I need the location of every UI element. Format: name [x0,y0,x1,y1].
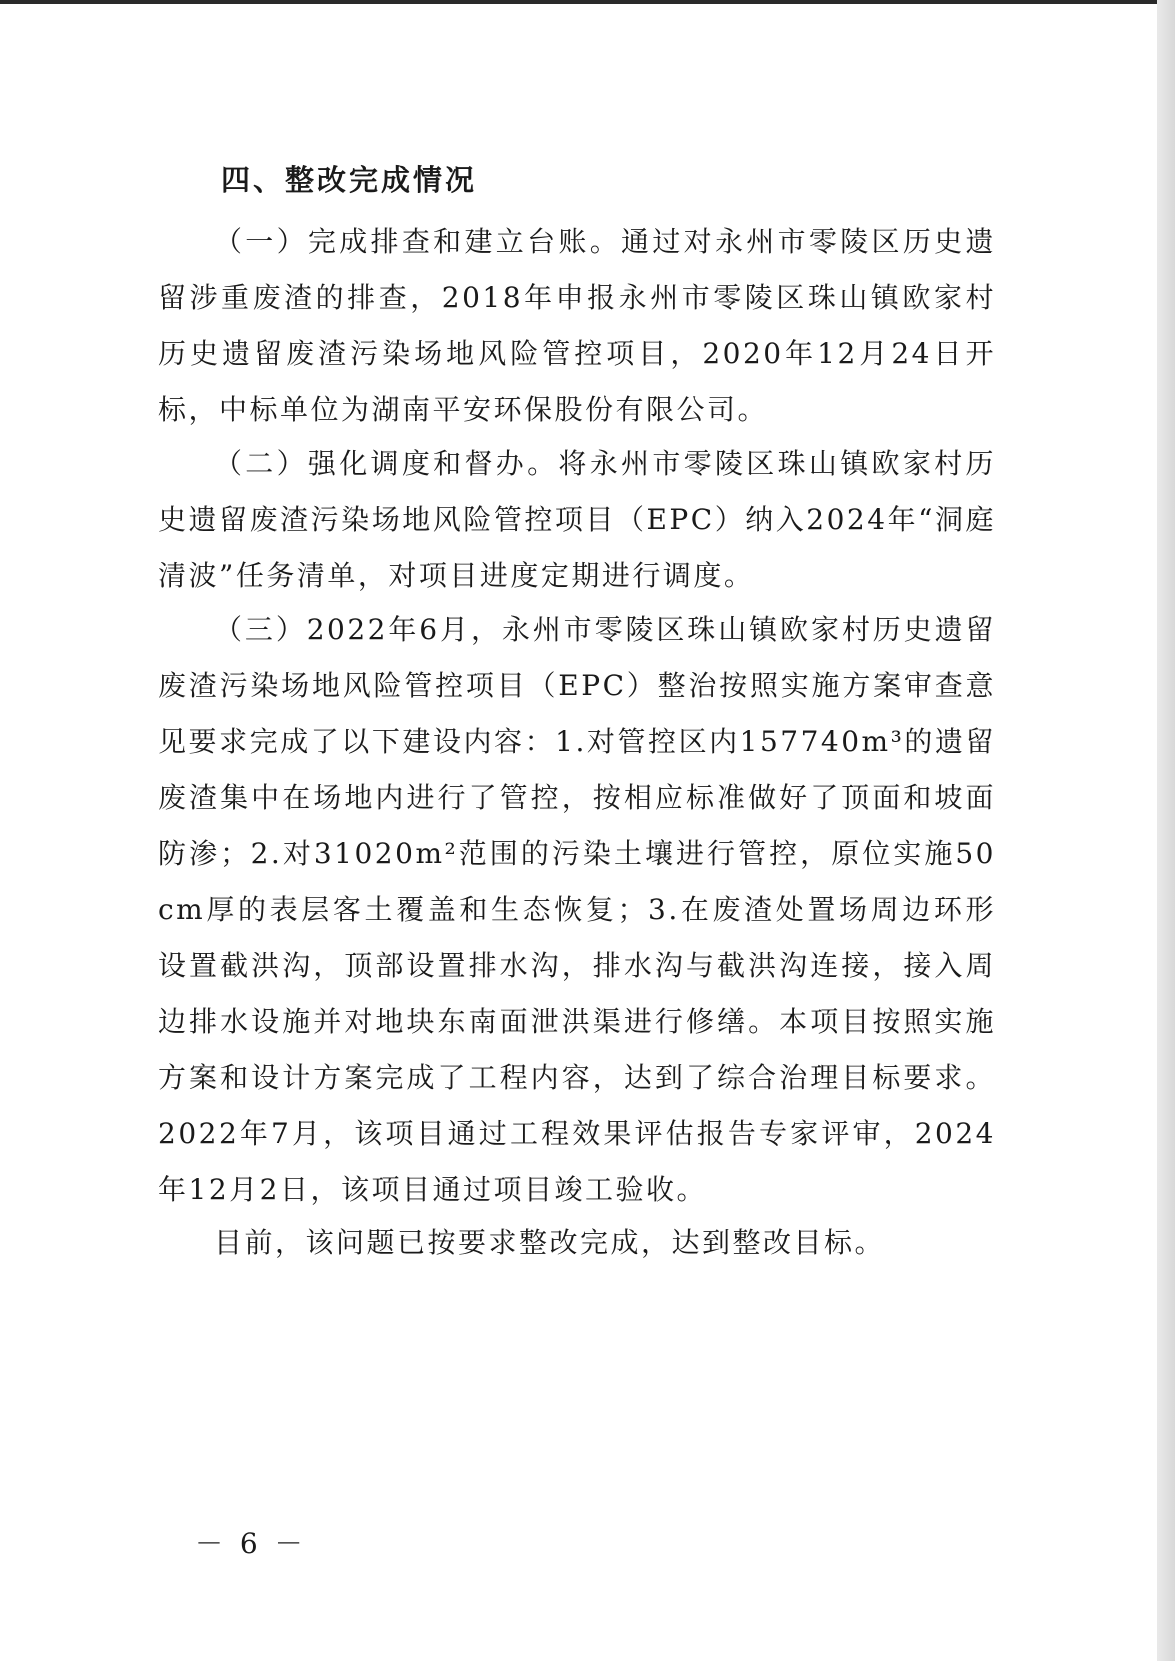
paragraph-2: （二）强化调度和督办。将永州市零陵区珠山镇欧家村历史遗留废渣污染场地风险管控项目（EPC）纳入2024年“洞庭清波”任务清单，对项目进度定期进行调度。 [158,447,996,592]
section-heading: 四、整改完成情况 [221,163,478,197]
paragraph-3: （三）2022年6月，永州市零陵区珠山镇欧家村历史遗留废渣污染场地风险管控项目（EPC）整治按照实施方案审查意见要求完成了以下建设内容：1.对管控区内157740m³的遗留废渣集中在场地内进行了管控，按相应标准做好了顶面和坡面防渗；2.对31020m²范围的污染土壤进行管控，原位实施50cm厚的表层客土覆盖和生态恢复；3.在废渣处置场周边环形设置截洪沟，顶部设置排水沟，排水沟与截洪沟连接，接入周边排水设施并对地块东南面泄洪渠进行修缮。本项目按照实施方案和设计方案完成了工程内容，达到了综合治理目标要求。2022年7月，该项目通过工程效果评估报告专家评审，2024年12月2日，该项目通过项目竣工验收。 [158,613,996,1206]
paragraph-1: （一）完成排查和建立台账。通过对永州市零陵区历史遗留涉重废渣的排查，2018年申报永州市零陵区珠山镇欧家村历史遗留废渣污染场地风险管控项目，2020年12月24日开标，中标单位为湖南平安环保股份有限公司。 [158,225,996,426]
scan-right-edge [1157,0,1175,1661]
paragraph-4: 目前，该问题已按要求整改完成，达到整改目标。 [214,1226,886,1259]
scan-top-edge [0,0,1175,4]
page-number: － 6 － [195,1527,307,1560]
